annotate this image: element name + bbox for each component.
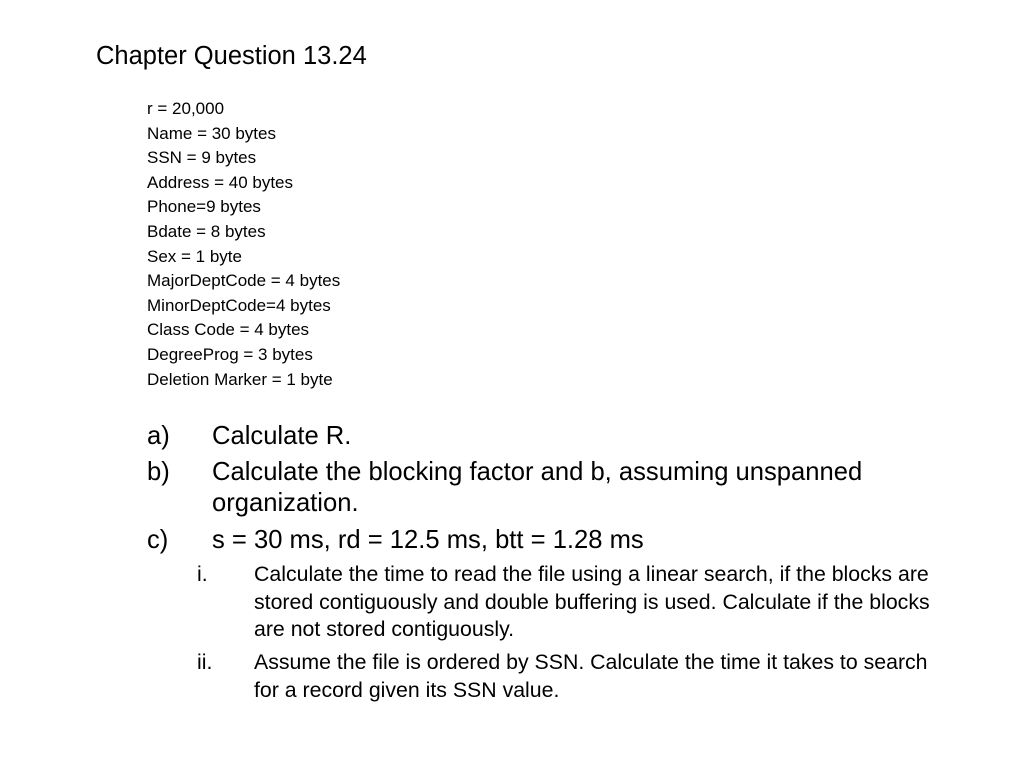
sub-question-i — [197, 561, 954, 644]
question-text: s = 30 ms, rd = 12.5 ms, btt = 1.28 ms — [212, 526, 644, 554]
sub-question-marker: i. — [197, 562, 208, 586]
given-value-phone: Phone=9 bytes — [147, 197, 261, 217]
given-value-degree-prog: DegreeProg = 3 bytes — [147, 344, 313, 364]
given-value-bdate: Bdate = 8 bytes — [147, 221, 266, 241]
question-marker: a) — [147, 422, 170, 450]
given-value-major-dept-code: MajorDeptCode = 4 bytes — [147, 271, 341, 291]
given-value-sex: Sex = 1 byte — [147, 246, 242, 266]
given-value-minor-dept-code: MinorDeptCode=4 bytes — [147, 295, 331, 315]
given-value-deletion-marker: Deletion Marker = 1 byte — [147, 369, 333, 389]
sub-question-text: Calculate the time to read the file using a linear search, if the blocks are stored contiguously and double buffering is used. Calculate if the blocks are not stored contiguously. — [254, 562, 930, 641]
question-text: Calculate the blocking factor and b, assuming unspanned organization. — [212, 458, 863, 517]
question-a — [147, 421, 912, 452]
sub-question-text: Assume the file is ordered by SSN. Calculate the time it takes to search for a record given its SSN value. — [254, 650, 928, 702]
question-text: Calculate R. — [212, 422, 352, 450]
slide-title: Chapter Question 13.24 — [96, 42, 367, 70]
given-value-r: r = 20,000 — [147, 99, 225, 118]
question-b — [147, 457, 912, 519]
given-values-list — [147, 97, 340, 392]
question-c — [147, 525, 912, 556]
question-marker: c) — [147, 526, 169, 554]
given-value-class-code: Class Code = 4 bytes — [147, 320, 310, 340]
given-value-address: Address = 40 bytes — [147, 172, 294, 192]
sub-question-ii — [197, 649, 954, 704]
given-value-name: Name = 30 bytes — [147, 123, 276, 143]
question-marker: b) — [147, 458, 170, 486]
sub-question-marker: ii. — [197, 650, 213, 674]
given-value-ssn: SSN = 9 bytes — [147, 148, 257, 168]
